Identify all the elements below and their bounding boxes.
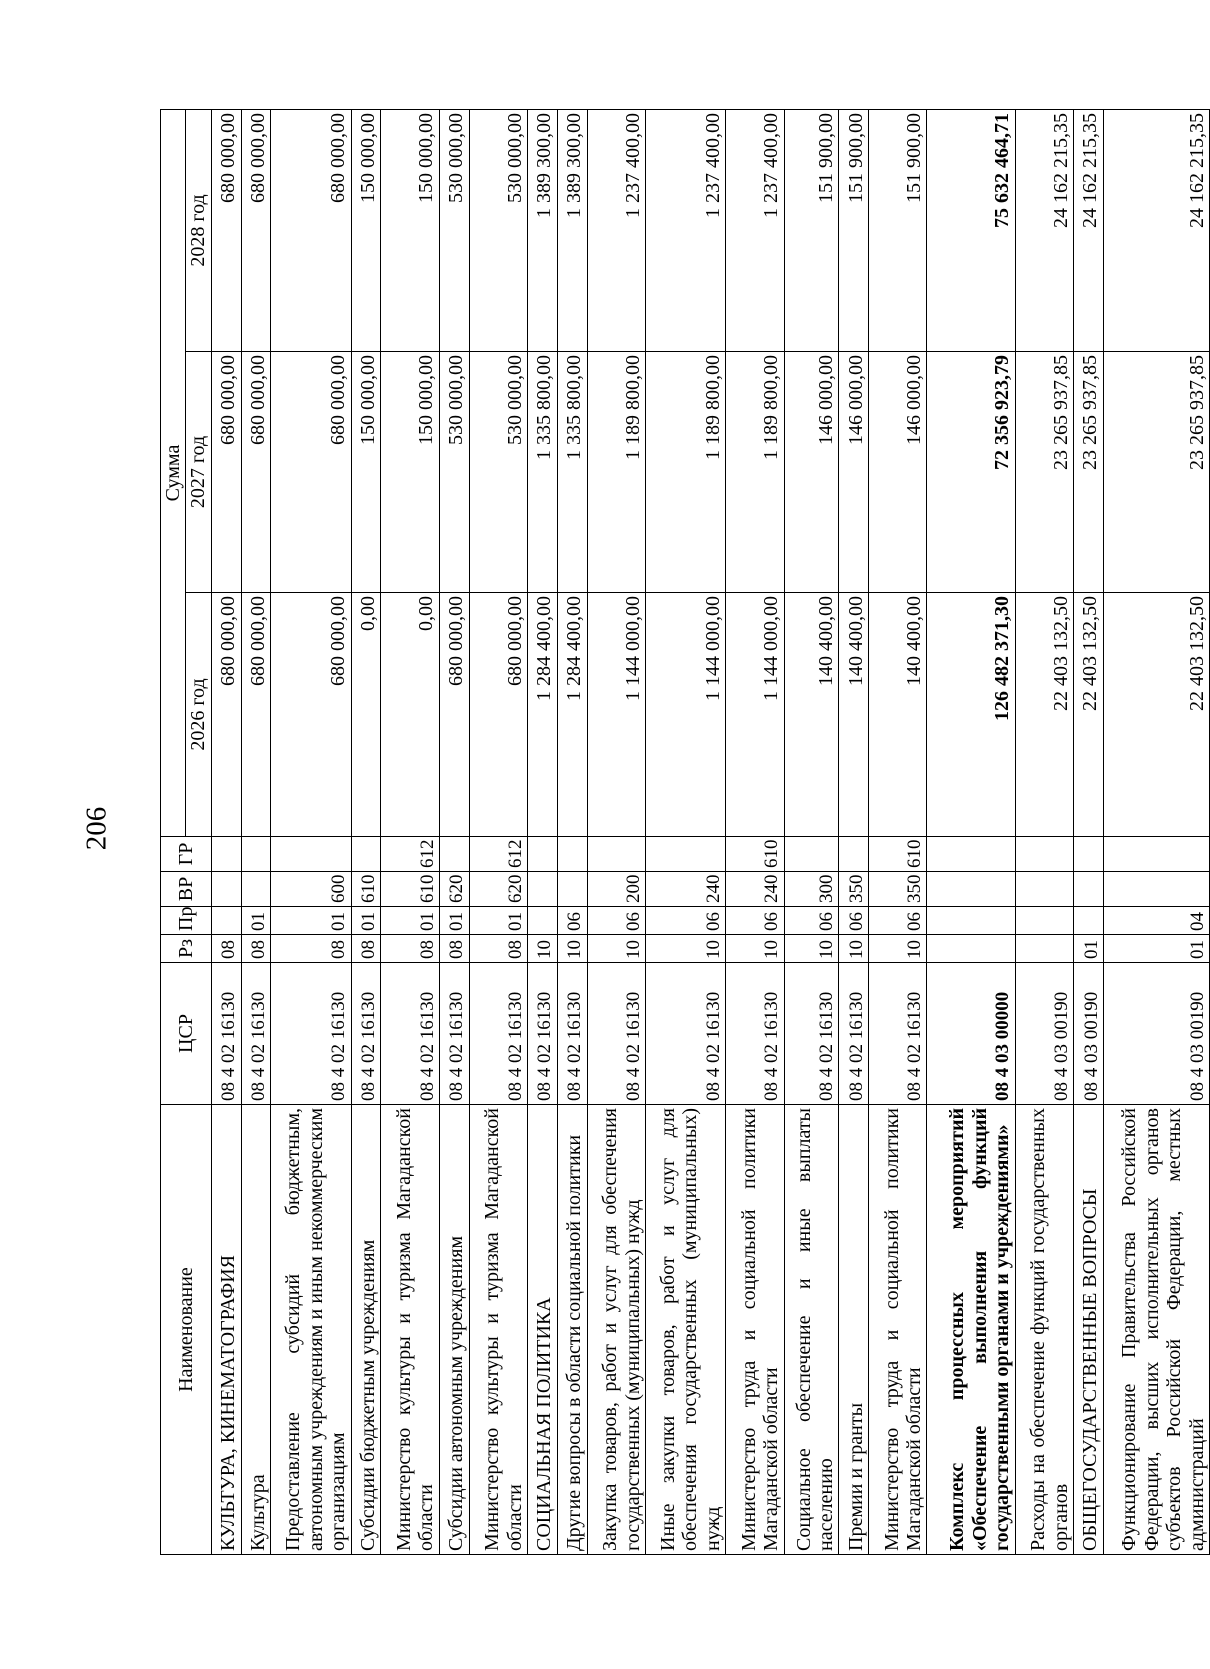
gr-cell — [839, 837, 869, 872]
name-cell: Иные закупки товаров, работ и услуг для обеспечения государственных (муниципальных) нужд — [645, 1105, 725, 1555]
gr-cell: 610 — [869, 837, 927, 872]
vr-cell: 300 — [784, 872, 839, 907]
table-row — [271, 109, 351, 1554]
budget-table-rotated — [160, 110, 1210, 1555]
vr-cell — [211, 872, 241, 907]
name-cell: Расходы на обеспечение функций государственных органов — [1015, 1105, 1073, 1555]
gr-cell — [271, 837, 351, 872]
rz-cell: 01 — [1074, 935, 1104, 963]
name-cell: Предоставление субсидий бюджетным, автономным учреждениям и иным некоммерческим организациям — [271, 1105, 351, 1555]
table-row — [726, 109, 784, 1554]
rz-cell: 08 — [271, 935, 351, 963]
sum-2027-cell: 146 000,00 — [839, 352, 869, 593]
table-row — [351, 109, 381, 1554]
sum-2026-cell: 126 482 371,30 — [927, 593, 1015, 837]
sum-2026-cell: 22 403 132,50 — [1103, 593, 1209, 837]
pr-cell: 01 — [351, 907, 381, 935]
sum-2026-cell: 140 400,00 — [784, 593, 839, 837]
vr-cell — [527, 872, 557, 907]
sum-2028-cell: 24 162 215,35 — [1015, 109, 1073, 351]
sum-2027-cell: 23 265 937,85 — [1103, 352, 1209, 593]
sum-2026-cell: 680 000,00 — [469, 593, 527, 837]
table-row — [211, 109, 241, 1554]
sum-2026-cell: 0,00 — [351, 593, 381, 837]
sum-2027-cell: 530 000,00 — [469, 352, 527, 593]
sum-2028-cell: 1 389 300,00 — [557, 109, 587, 351]
vr-cell: 200 — [587, 872, 645, 907]
header-2028: 2028 год — [186, 109, 211, 351]
sum-2028-cell: 150 000,00 — [351, 109, 381, 351]
rz-cell: 10 — [645, 935, 725, 963]
header-gr: ГР — [161, 837, 212, 872]
table-row — [381, 109, 439, 1554]
table-row — [784, 109, 839, 1554]
table-row — [1074, 109, 1104, 1554]
sum-2026-cell: 1 144 000,00 — [587, 593, 645, 837]
sum-2027-cell: 1 335 800,00 — [527, 352, 557, 593]
pr-cell — [1074, 907, 1104, 935]
sum-2028-cell: 24 162 215,35 — [1074, 109, 1104, 351]
rz-cell — [927, 935, 1015, 963]
name-cell: Закупка товаров, работ и услуг для обеспечения государственных (муниципальных) нужд — [587, 1105, 645, 1555]
page-number: 206 — [80, 806, 113, 851]
sum-2026-cell: 1 284 400,00 — [557, 593, 587, 837]
gr-cell — [211, 837, 241, 872]
rz-cell: 10 — [557, 935, 587, 963]
vr-cell — [241, 872, 271, 907]
name-cell: Министерство культуры и туризма Магаданской области — [469, 1105, 527, 1555]
gr-cell — [1103, 837, 1209, 872]
pr-cell: 06 — [784, 907, 839, 935]
table-body — [211, 109, 1209, 1554]
sum-2028-cell: 75 632 464,71 — [927, 109, 1015, 351]
rz-cell: 01 — [1103, 935, 1209, 963]
sum-2027-cell: 1 189 800,00 — [587, 352, 645, 593]
gr-cell: 612 — [381, 837, 439, 872]
name-cell: КУЛЬТУРА, КИНЕМАТОГРАФИЯ — [211, 1105, 241, 1555]
sum-2027-cell: 530 000,00 — [439, 352, 469, 593]
rz-cell: 10 — [726, 935, 784, 963]
vr-cell — [1015, 872, 1073, 907]
sum-2026-cell: 680 000,00 — [439, 593, 469, 837]
name-cell: СОЦИАЛЬНАЯ ПОЛИТИКА — [527, 1105, 557, 1555]
pr-cell: 06 — [557, 907, 587, 935]
sum-2027-cell: 680 000,00 — [271, 352, 351, 593]
vr-cell — [927, 872, 1015, 907]
gr-cell — [527, 837, 557, 872]
csr-cell: 08 4 02 16130 — [839, 963, 869, 1105]
name-cell: Министерство культуры и туризма Магаданской области — [381, 1105, 439, 1555]
rz-cell: 10 — [527, 935, 557, 963]
name-cell: Субсидии автономным учреждениям — [439, 1105, 469, 1555]
vr-cell: 240 — [645, 872, 725, 907]
header-2027: 2027 год — [186, 352, 211, 593]
rz-cell: 10 — [587, 935, 645, 963]
header-csr: ЦСР — [161, 963, 212, 1105]
pr-cell: 06 — [869, 907, 927, 935]
sum-2028-cell: 530 000,00 — [469, 109, 527, 351]
rz-cell: 08 — [351, 935, 381, 963]
gr-cell — [351, 837, 381, 872]
csr-cell: 08 4 02 16130 — [869, 963, 927, 1105]
name-cell: Министерство труда и социальной политики Магаданской области — [869, 1105, 927, 1555]
pr-cell — [1015, 907, 1073, 935]
sum-2026-cell: 22 403 132,50 — [1074, 593, 1104, 837]
sum-2026-cell: 140 400,00 — [839, 593, 869, 837]
pr-cell: 01 — [469, 907, 527, 935]
csr-cell: 08 4 03 00000 — [927, 963, 1015, 1105]
sum-2027-cell: 72 356 923,79 — [927, 352, 1015, 593]
gr-cell: 612 — [469, 837, 527, 872]
header-sum: Сумма — [161, 109, 186, 836]
csr-cell: 08 4 02 16130 — [784, 963, 839, 1105]
pr-cell — [527, 907, 557, 935]
csr-cell: 08 4 02 16130 — [469, 963, 527, 1105]
header-rz: Рз — [161, 935, 212, 963]
rz-cell: 10 — [839, 935, 869, 963]
name-cell: ОБЩЕГОСУДАРСТВЕННЫЕ ВОПРОСЫ — [1074, 1105, 1104, 1555]
gr-cell — [1015, 837, 1073, 872]
csr-cell: 08 4 03 00190 — [1074, 963, 1104, 1105]
table-row — [439, 109, 469, 1554]
gr-cell — [557, 837, 587, 872]
rz-cell: 08 — [439, 935, 469, 963]
pr-cell — [927, 907, 1015, 935]
sum-2028-cell: 680 000,00 — [211, 109, 241, 351]
sum-2027-cell: 23 265 937,85 — [1074, 352, 1104, 593]
sum-2026-cell: 22 403 132,50 — [1015, 593, 1073, 837]
table-row — [527, 109, 557, 1554]
csr-cell: 08 4 03 00190 — [1103, 963, 1209, 1105]
rz-cell: 10 — [869, 935, 927, 963]
vr-cell: 620 — [439, 872, 469, 907]
header-row-1 — [161, 109, 186, 1554]
sum-2027-cell: 680 000,00 — [211, 352, 241, 593]
vr-cell: 600 — [271, 872, 351, 907]
csr-cell: 08 4 02 16130 — [726, 963, 784, 1105]
table-row — [557, 109, 587, 1554]
table-row — [469, 109, 527, 1554]
pr-cell: 06 — [645, 907, 725, 935]
sum-2028-cell: 151 900,00 — [839, 109, 869, 351]
csr-cell: 08 4 03 00190 — [1015, 963, 1073, 1105]
sum-2028-cell: 1 389 300,00 — [527, 109, 557, 351]
pr-cell: 04 — [1103, 907, 1209, 935]
name-cell: Культура — [241, 1105, 271, 1555]
pr-cell: 06 — [587, 907, 645, 935]
sum-2028-cell: 530 000,00 — [439, 109, 469, 351]
table-row — [839, 109, 869, 1554]
sum-2027-cell: 1 335 800,00 — [557, 352, 587, 593]
name-cell: Субсидии бюджетным учреждениям — [351, 1105, 381, 1555]
sum-2028-cell: 24 162 215,35 — [1103, 109, 1209, 351]
sum-2027-cell: 680 000,00 — [241, 352, 271, 593]
table-row — [645, 109, 725, 1554]
vr-cell: 240 — [726, 872, 784, 907]
gr-cell — [1074, 837, 1104, 872]
budget-table — [160, 109, 1210, 1555]
sum-2028-cell: 1 237 400,00 — [587, 109, 645, 351]
vr-cell — [1103, 872, 1209, 907]
sum-2027-cell: 23 265 937,85 — [1015, 352, 1073, 593]
pr-cell: 01 — [241, 907, 271, 935]
name-cell: Премии и гранты — [839, 1105, 869, 1555]
csr-cell: 08 4 02 16130 — [557, 963, 587, 1105]
gr-cell: 610 — [726, 837, 784, 872]
gr-cell — [241, 837, 271, 872]
sum-2028-cell: 151 900,00 — [869, 109, 927, 351]
table-row — [241, 109, 271, 1554]
sum-2026-cell: 1 144 000,00 — [726, 593, 784, 837]
header-vr: ВР — [161, 872, 212, 907]
header-2026: 2026 год — [186, 593, 211, 837]
sum-2026-cell: 680 000,00 — [241, 593, 271, 837]
csr-cell: 08 4 02 16130 — [351, 963, 381, 1105]
rz-cell: 08 — [211, 935, 241, 963]
gr-cell — [784, 837, 839, 872]
csr-cell: 08 4 02 16130 — [241, 963, 271, 1105]
table-row — [927, 109, 1015, 1554]
sum-2026-cell: 680 000,00 — [271, 593, 351, 837]
name-cell: Министерство труда и социальной политики Магаданской области — [726, 1105, 784, 1555]
table-row — [1015, 109, 1073, 1554]
sum-2027-cell: 146 000,00 — [869, 352, 927, 593]
sum-2028-cell: 151 900,00 — [784, 109, 839, 351]
sum-2026-cell: 1 284 400,00 — [527, 593, 557, 837]
sum-2026-cell: 140 400,00 — [869, 593, 927, 837]
sum-2027-cell: 150 000,00 — [351, 352, 381, 593]
csr-cell: 08 4 02 16130 — [439, 963, 469, 1105]
header-name: Наименование — [161, 1105, 212, 1555]
sum-2028-cell: 1 237 400,00 — [645, 109, 725, 351]
csr-cell: 08 4 02 16130 — [211, 963, 241, 1105]
sum-2028-cell: 680 000,00 — [241, 109, 271, 351]
name-cell: Другие вопросы в области социальной политики — [557, 1105, 587, 1555]
gr-cell — [927, 837, 1015, 872]
vr-cell: 610 — [351, 872, 381, 907]
vr-cell: 350 — [869, 872, 927, 907]
csr-cell: 08 4 02 16130 — [271, 963, 351, 1105]
sum-2028-cell: 150 000,00 — [381, 109, 439, 351]
gr-cell — [645, 837, 725, 872]
rz-cell: 08 — [241, 935, 271, 963]
sum-2027-cell: 1 189 800,00 — [726, 352, 784, 593]
vr-cell — [1074, 872, 1104, 907]
sum-2027-cell: 150 000,00 — [381, 352, 439, 593]
sum-2027-cell: 1 189 800,00 — [645, 352, 725, 593]
gr-cell — [587, 837, 645, 872]
sum-2028-cell: 1 237 400,00 — [726, 109, 784, 351]
name-cell: Функционирование Правительства Российской Федерации, высших исполнительных органов субъектов Российской Федерации, местных администраций — [1103, 1105, 1209, 1555]
csr-cell: 08 4 02 16130 — [381, 963, 439, 1105]
csr-cell: 08 4 02 16130 — [587, 963, 645, 1105]
pr-cell — [211, 907, 241, 935]
pr-cell: 06 — [726, 907, 784, 935]
sum-2026-cell: 1 144 000,00 — [645, 593, 725, 837]
rz-cell: 08 — [469, 935, 527, 963]
gr-cell — [439, 837, 469, 872]
pr-cell: 01 — [439, 907, 469, 935]
table-row — [587, 109, 645, 1554]
table-row — [869, 109, 927, 1554]
header-pr: Пр — [161, 907, 212, 935]
sum-2027-cell: 146 000,00 — [784, 352, 839, 593]
rz-cell — [1015, 935, 1073, 963]
sum-2028-cell: 680 000,00 — [271, 109, 351, 351]
name-cell: Комплекс процессных мероприятий «Обеспечение выполнения функций государственными органами и учреждениями» — [927, 1105, 1015, 1555]
vr-cell — [557, 872, 587, 907]
vr-cell: 620 — [469, 872, 527, 907]
sum-2026-cell: 0,00 — [381, 593, 439, 837]
pr-cell: 01 — [381, 907, 439, 935]
name-cell: Социальное обеспечение и иные выплаты населению — [784, 1105, 839, 1555]
pr-cell: 01 — [271, 907, 351, 935]
vr-cell: 610 — [381, 872, 439, 907]
rz-cell: 08 — [381, 935, 439, 963]
table-row — [1103, 109, 1209, 1554]
pr-cell: 06 — [839, 907, 869, 935]
sum-2026-cell: 680 000,00 — [211, 593, 241, 837]
csr-cell: 08 4 02 16130 — [527, 963, 557, 1105]
rz-cell: 10 — [784, 935, 839, 963]
csr-cell: 08 4 02 16130 — [645, 963, 725, 1105]
vr-cell: 350 — [839, 872, 869, 907]
